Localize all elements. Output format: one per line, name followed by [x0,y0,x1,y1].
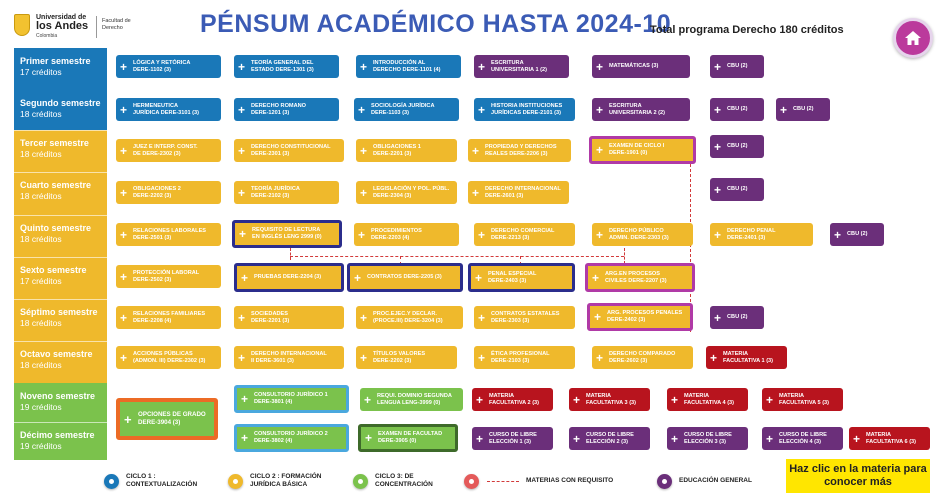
circle-icon [657,474,672,489]
course-pruebas[interactable]: + PRUEBAS DERE-2204 (3) [234,263,344,292]
course-derecho-internacional[interactable]: + DERECHO INTERNACIONAL DERE-2601 (3) [468,181,569,204]
plus-icon: + [780,102,788,117]
page-title: PÉNSUM ACADÉMICO HASTA 2024-10 [200,10,672,38]
shield-icon [14,14,30,36]
plus-icon: + [241,431,249,445]
course-derecho-penal[interactable]: + DERECHO PENAL DERE-2401 (3) [710,223,813,246]
plus-icon: + [360,59,368,74]
course-consultorio-juridico-2[interactable]: + CONSULTORIO JURÍDICO 2 DERE-3802 (4) [234,424,349,452]
prerequisite-line [290,256,624,257]
semester-divider [14,257,107,258]
legend-ciclo-2: CICLO 2 : FORMACIÓN JURÍDICA BÁSICA [228,470,322,492]
course-titulos-valores[interactable]: + TÍTULOS VALORES DERE-2202 (3) [356,346,457,369]
course-proteccion-laboral[interactable]: + PROTECCIÓN LABORAL DERE-2502 (3) [116,265,221,288]
plus-icon: + [834,227,842,242]
course-materia-facultativa-2[interactable]: + MATERIA FACULTATIVA 2 (3) [472,388,553,411]
semester-1: Primer semestre 17 créditos [14,48,107,90]
plus-icon: + [596,143,604,157]
plus-icon: + [671,431,679,446]
plus-icon: + [714,182,722,197]
plus-icon: + [238,310,246,325]
plus-icon: + [360,350,368,365]
plus-icon: + [478,310,486,325]
plus-icon: + [596,227,604,242]
course-requisito-lectura-ingles[interactable]: + REQUISITO DE LECTURA EN INGLÉS LENG 2999 (0) [232,220,342,248]
semester-2: Segundo semestre 18 créditos [14,90,107,133]
plus-icon: + [714,59,722,74]
plus-icon: + [120,227,128,242]
course-opciones-de-grado[interactable]: + OPCIONES DE GRADO DERE-3904 (3) [116,398,218,440]
course-materia-facultativa-5[interactable]: + MATERIA FACULTATIVA 5 (3) [762,388,843,411]
logo-divider [96,16,97,38]
course-cbu[interactable]: + CBU (2) [710,306,764,329]
course-derecho-comparado[interactable]: + DERECHO COMPARADO DERE-2602 (3) [592,346,693,369]
plus-icon: + [238,350,246,365]
logo-country: Colombia [36,33,58,39]
plus-icon: + [714,139,722,154]
plus-icon: + [241,392,249,406]
course-introduccion-derecho[interactable]: + INTRODUCCIÓN AL DERECHO DERE-1101 (4) [356,55,461,78]
circle-icon [104,474,119,489]
plus-icon: + [238,185,246,200]
plus-icon: + [476,392,484,407]
course-requi-dominio-segunda-lengua[interactable]: + REQUI. DOMINIO SEGUNDA LENGUA LENG-3999 (0) [360,388,463,411]
course-matematicas[interactable]: + MATEMÁTICAS (3) [592,55,690,78]
plus-icon: + [120,59,128,74]
course-libre-eleccion-3[interactable]: + CURSO DE LIBRE ELECCIÓN 3 (3) [667,427,748,450]
prerequisite-line [624,248,625,264]
course-teoria-general-estado[interactable]: + TEORÍA GENERAL DEL ESTADO DERE-1301 (3) [234,55,339,78]
course-etica-profesional[interactable]: + ÉTICA PROFESIONAL DERE-2103 (3) [474,346,575,369]
course-contratos-estatales[interactable]: + CONTRATOS ESTATALES DERE-2303 (3) [474,306,575,329]
course-propiedad-derechos-reales[interactable]: + PROPIEDAD Y DERECHOS REALES DERE-2206 (3) [468,139,571,162]
plus-icon: + [573,431,581,446]
dashed-line-icon [487,481,519,482]
course-derecho-publico-admin[interactable]: + DERECHO PÚBLICO ADMIN. DERE-2303 (3) [592,223,693,246]
course-derecho-comercial[interactable]: + DERECHO COMERCIAL DERE-2213 (3) [474,223,575,246]
plus-icon: + [120,269,128,284]
plus-icon: + [592,270,600,285]
semester-8: Octavo semestre 18 créditos [14,341,107,383]
total-credits: Total programa Derecho 180 créditos [650,24,844,36]
plus-icon: + [360,185,368,200]
course-cbu[interactable]: + CBU (2) [776,98,830,121]
semester-divider [14,422,107,423]
plus-icon: + [120,185,128,200]
plus-icon: + [239,227,247,241]
plus-icon: + [478,227,486,242]
course-sociedades[interactable]: + SOCIEDADES DERE-2201 (3) [234,306,344,329]
course-teoria-juridica[interactable]: + TEORÍA JURÍDICA DERE-2102 (3) [234,181,339,204]
course-relaciones-laborales[interactable]: + RELACIONES LABORALES DERE-2501 (3) [116,223,221,246]
plus-icon: + [596,350,604,365]
legend-ciclo-3: CICLO 3: DE CONCENTRACIÓN [353,470,433,492]
course-juez-interp-const[interactable]: + JUEZ E INTERP. CONST. DE DERE-2302 (3) [116,139,221,162]
course-historia-instituciones[interactable]: + HISTORIA INSTITUCIONES JURÍDICAS DERE-2101 (3) [474,98,575,121]
legend-educacion-general: EDUCACIÓN GENERAL [657,470,752,492]
plus-icon: + [238,143,246,158]
course-materia-facultativa-1[interactable]: + MATERIA FACULTATIVA 1 (3) [706,346,787,369]
semester-10: Décimo semestre 19 créditos [14,422,107,460]
plus-icon: + [710,350,718,365]
prerequisite-line [290,248,291,260]
plus-icon: + [124,411,132,427]
plus-icon: + [120,310,128,325]
plus-icon: + [594,310,602,324]
plus-icon: + [596,102,604,117]
course-libre-eleccion-2[interactable]: + CURSO DE LIBRE ELECCIÓN 2 (3) [569,427,650,450]
plus-icon: + [766,392,774,407]
course-materia-facultativa-4[interactable]: + MATERIA FACULTATIVA 4 (3) [667,388,748,411]
plus-icon: + [478,102,486,117]
course-consultorio-juridico-1[interactable]: + CONSULTORIO JURÍDICO 1 DERE-3801 (4) [234,385,349,413]
plus-icon: + [358,102,366,117]
course-libre-eleccion-1[interactable]: + CURSO DE LIBRE ELECCIÓN 1 (3) [472,427,553,450]
plus-icon: + [360,143,368,158]
plus-icon: + [472,185,480,200]
semester-6: Sexto semestre 17 créditos [14,257,107,299]
semester-3: Tercer semestre 18 créditos [14,130,107,172]
plus-icon: + [573,392,581,407]
plus-icon: + [475,270,483,285]
plus-icon: + [714,227,722,242]
plus-icon: + [766,431,774,446]
plus-icon: + [671,392,679,407]
plus-icon: + [365,431,373,445]
course-derecho-romano[interactable]: + DERECHO ROMANO DERE-1201 (3) [234,98,339,121]
cta-banner: Haz clic en la materia para conocer más [786,459,930,493]
home-icon [904,30,922,46]
legend-materias-con-requisito: MATERIAS CON REQUISITO [464,470,613,492]
course-examen-facultad[interactable]: + EXAMEN DE FACULTAD DERE-3905 (0) [358,424,458,452]
semester-7: Séptimo semestre 18 créditos [14,299,107,341]
semester-divider [14,172,107,173]
legend-ciclo-1: CICLO 1 : CONTEXTUALIZACIÓN [104,470,197,492]
course-escritura-1[interactable]: + ESCRITURA UNIVERSITARIA 1 (2) [474,55,569,78]
plus-icon: + [478,59,486,74]
course-obligaciones-2[interactable]: + OBLIGACIONES 2 DERE-2202 (3) [116,181,221,204]
circle-icon [353,474,368,489]
course-cbu[interactable]: + CBU (2) [710,178,764,201]
plus-icon: + [360,310,368,325]
course-derecho-internacional-2[interactable]: + DERECHO INTERNACIONAL II DERE-3601 (3) [234,346,344,369]
circle-icon [228,474,243,489]
course-materia-facultativa-3[interactable]: + MATERIA FACULTATIVA 3 (3) [569,388,650,411]
plus-icon: + [238,102,246,117]
plus-icon: + [358,227,366,242]
course-legislacion-pol-publ[interactable]: + LEGISLACIÓN Y POL. PÚBL. DERE-2304 (3) [356,181,457,204]
course-acciones-publicas[interactable]: + ACCIONES PÚBLICAS (ADMON. III) DERE-2302 (3) [116,346,221,369]
circle-icon [464,474,479,489]
plus-icon: + [364,392,372,407]
course-relaciones-familiares[interactable]: + RELACIONES FAMILIARES DERE-2208 (4) [116,306,221,329]
semester-4: Cuarto semestre 18 créditos [14,172,107,215]
plus-icon: + [120,350,128,365]
plus-icon: + [120,102,128,117]
course-libre-eleccion-4[interactable]: + CURSO DE LIBRE ELECCIÓN 4 (3) [762,427,843,450]
plus-icon: + [472,143,480,158]
plus-icon: + [241,270,249,285]
semester-divider [14,299,107,300]
course-logica-retorica[interactable]: + LÓGICA Y RETÓRICA DERE-1102 (3) [116,55,221,78]
course-examen-ciclo-1[interactable]: + EXAMEN DE CICLO I DERE-1901 (0) [589,136,696,164]
plus-icon: + [354,270,362,285]
course-derecho-constitucional[interactable]: + DERECHO CONSTITUCIONAL DERE-2301 (3) [234,139,344,162]
course-arg-procesos-civiles[interactable]: + ARG.EN PROCESOS CIVILES DERE-2207 (3) [585,263,695,292]
course-hermeneutica[interactable]: + HERMENEUTICA JURÍDICA DERE-3101 (3) [116,98,221,121]
home-button[interactable] [893,18,933,58]
semester-9: Noveno semestre 19 créditos [14,383,107,422]
semester-divider [14,341,107,342]
semester-divider [14,130,107,131]
course-obligaciones-1[interactable]: + OBLIGACIONES 1 DERE-2201 (3) [356,139,457,162]
logo-line1: Universidad de [36,14,87,21]
course-cbu[interactable]: + CBU (2) [830,223,884,246]
course-cbu[interactable]: + CBU (2) [710,55,764,78]
course-cbu[interactable]: + CBU (2) [710,135,764,158]
plus-icon: + [476,431,484,446]
course-sociologia-juridica[interactable]: + SOCIOLOGÍA JURÍDICA DERE-1103 (3) [354,98,459,121]
plus-icon: + [714,310,722,325]
logo-line2: los Andes [36,20,89,32]
semester-5: Quinto semestre 18 créditos [14,215,107,257]
course-proc-ejec-declar[interactable]: + PROC.EJEC.Y DECLAR. (PROCE.III) DERE-3204 (3) [356,306,463,329]
course-materia-facultativa-6[interactable]: + MATERIA FACULTATIVA 6 (3) [849,427,930,450]
logo-faculty: Facultad de Derecho [102,18,131,31]
plus-icon: + [238,59,246,74]
course-penal-especial[interactable]: + PENAL ESPECIAL DERE-2403 (3) [468,263,575,292]
course-cbu[interactable]: + CBU (2) [710,98,764,121]
semester-divider [14,215,107,216]
plus-icon: + [853,431,861,446]
course-contratos[interactable]: + CONTRATOS DERE-2205 (3) [347,263,463,292]
course-procedimientos[interactable]: + PROCEDIMIENTOS DERE-2203 (4) [354,223,459,246]
plus-icon: + [714,102,722,117]
plus-icon: + [478,350,486,365]
course-arg-procesos-penales[interactable]: + ARG. PROCESOS PENALES DERE-2402 (3) [587,303,693,331]
plus-icon: + [120,143,128,158]
university-logo [14,12,154,42]
course-escritura-2[interactable]: + ESCRITURA UNIVERSITARIA 2 (2) [592,98,690,121]
plus-icon: + [596,59,604,74]
